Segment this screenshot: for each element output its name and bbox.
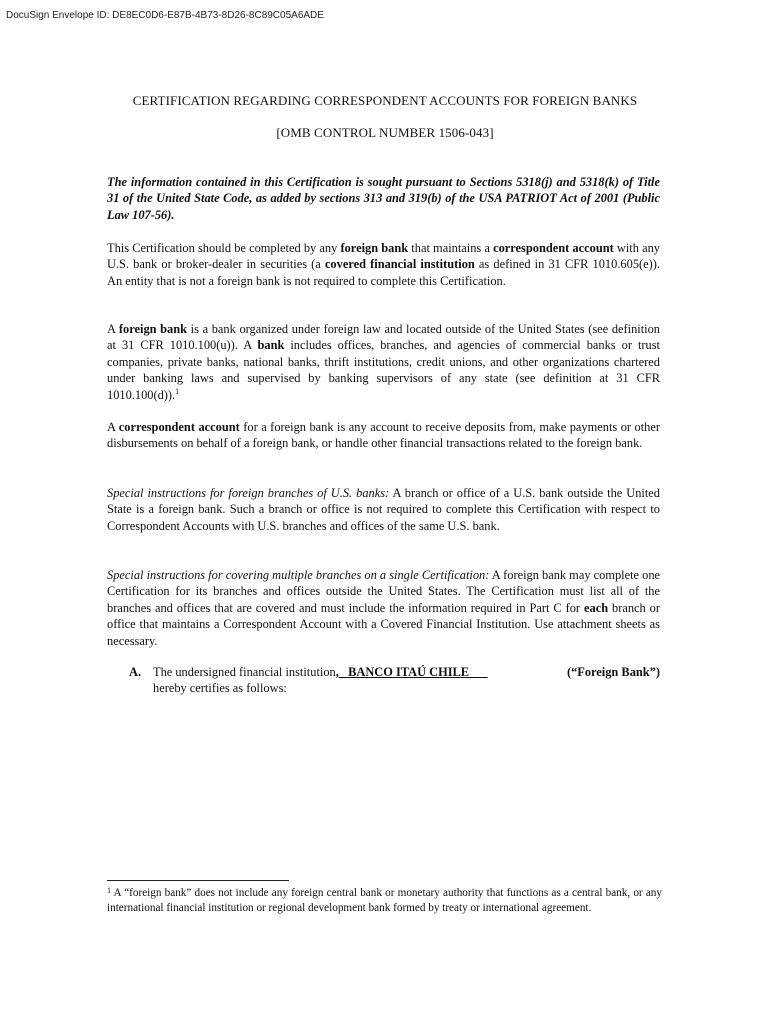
- paragraph-completion-scope: This Certification should be completed by any foreign bank that maintains a correspondent account with any U.S. bank or broker-dealer in securities (a covered financial institution as defined in 31 CFR 1010.605(e)). An entity that is not a foreign bank is not required to complete this Certification.: [107, 241, 660, 288]
- omb-control-number: [OMB CONTROL NUMBER 1506-043]: [276, 125, 494, 140]
- intro-paragraph: The information contained in this Certification is sought pursuant to Sections 5318(j) and 5318(k) of Title 31 of the United State Code, as added by sections 313 and 319(b) of the USA PATRIOT Act of 2001 (Public Law 107-56).: [107, 175, 660, 222]
- docusign-envelope-id: DocuSign Envelope ID: DE8EC0D6-E87B-4B73-8D26-8C89C05A6ADE: [6, 10, 324, 21]
- foreign-bank-name-field: BANCO ITAÚ CHILE: [348, 665, 470, 679]
- footnote: $^1$ A “foreign bank” does not include any foreign central bank or monetary authority that functions as a central bank, or any international financial institution or regional development bank formed by treaty or international agreement.: [107, 886, 662, 915]
- item-a-certifies: hereby certifies as follows:: [153, 681, 287, 696]
- document-title: CERTIFICATION REGARDING CORRESPONDENT ACCOUNTS FOR FOREIGN BANKS: [132, 93, 638, 108]
- item-a-text: The undersigned financial institution, BANCO ITAÚ CHILE hereby certifies as follows:: [153, 665, 470, 696]
- foreign-bank-term: (“Foreign Bank”): [566, 665, 660, 679]
- footnote-number: 1: [107, 886, 111, 895]
- paragraph-foreign-branches-instructions: Special instructions for foreign branches of U.S. banks: A branch or office of a U.S. bank outside the United State is a foreign bank. Such a branch or office is not required to complete this Certification with respect to Correspondent Accounts with U.S. branches and offices of the same U.S. bank.: [107, 486, 660, 533]
- paragraph-foreign-bank-definition: A foreign bank is a bank organized under foreign law and located outside of the United States (see definition at 31 CFR 1010.100(u)). A bank includes offices, branches, and agencies of commercial banks or trust companies, private banks, national banks, thrift institutions, credit unions, and other organizations chartered under banking laws and supervised by banking supervisors of any state (see definition at 31 CFR 1010.100(d)).$^1$: [107, 322, 660, 402]
- paragraph-correspondent-account-definition: A correspondent account for a foreign bank is any account to receive deposits from, make payments or other disbursements on behalf of a foreign bank, or handle other financial transactions related to the foreign bank.: [107, 420, 660, 451]
- item-a-label: A.: [129, 665, 142, 679]
- paragraph-multiple-branches-instructions: Special instructions for covering multiple branches on a single Certification: A foreign bank may complete one Certification for its branches and offices outside the United States. The Certification must list all of the branches and offices that are covered and must include the information required in Part C for each branch or office that maintains a Correspondent Account with a Covered Financial Institution. Use attachment sheets as necessary.: [107, 568, 661, 648]
- footnote-divider: [107, 880, 289, 881]
- footnote-reference: 1: [175, 386, 180, 396]
